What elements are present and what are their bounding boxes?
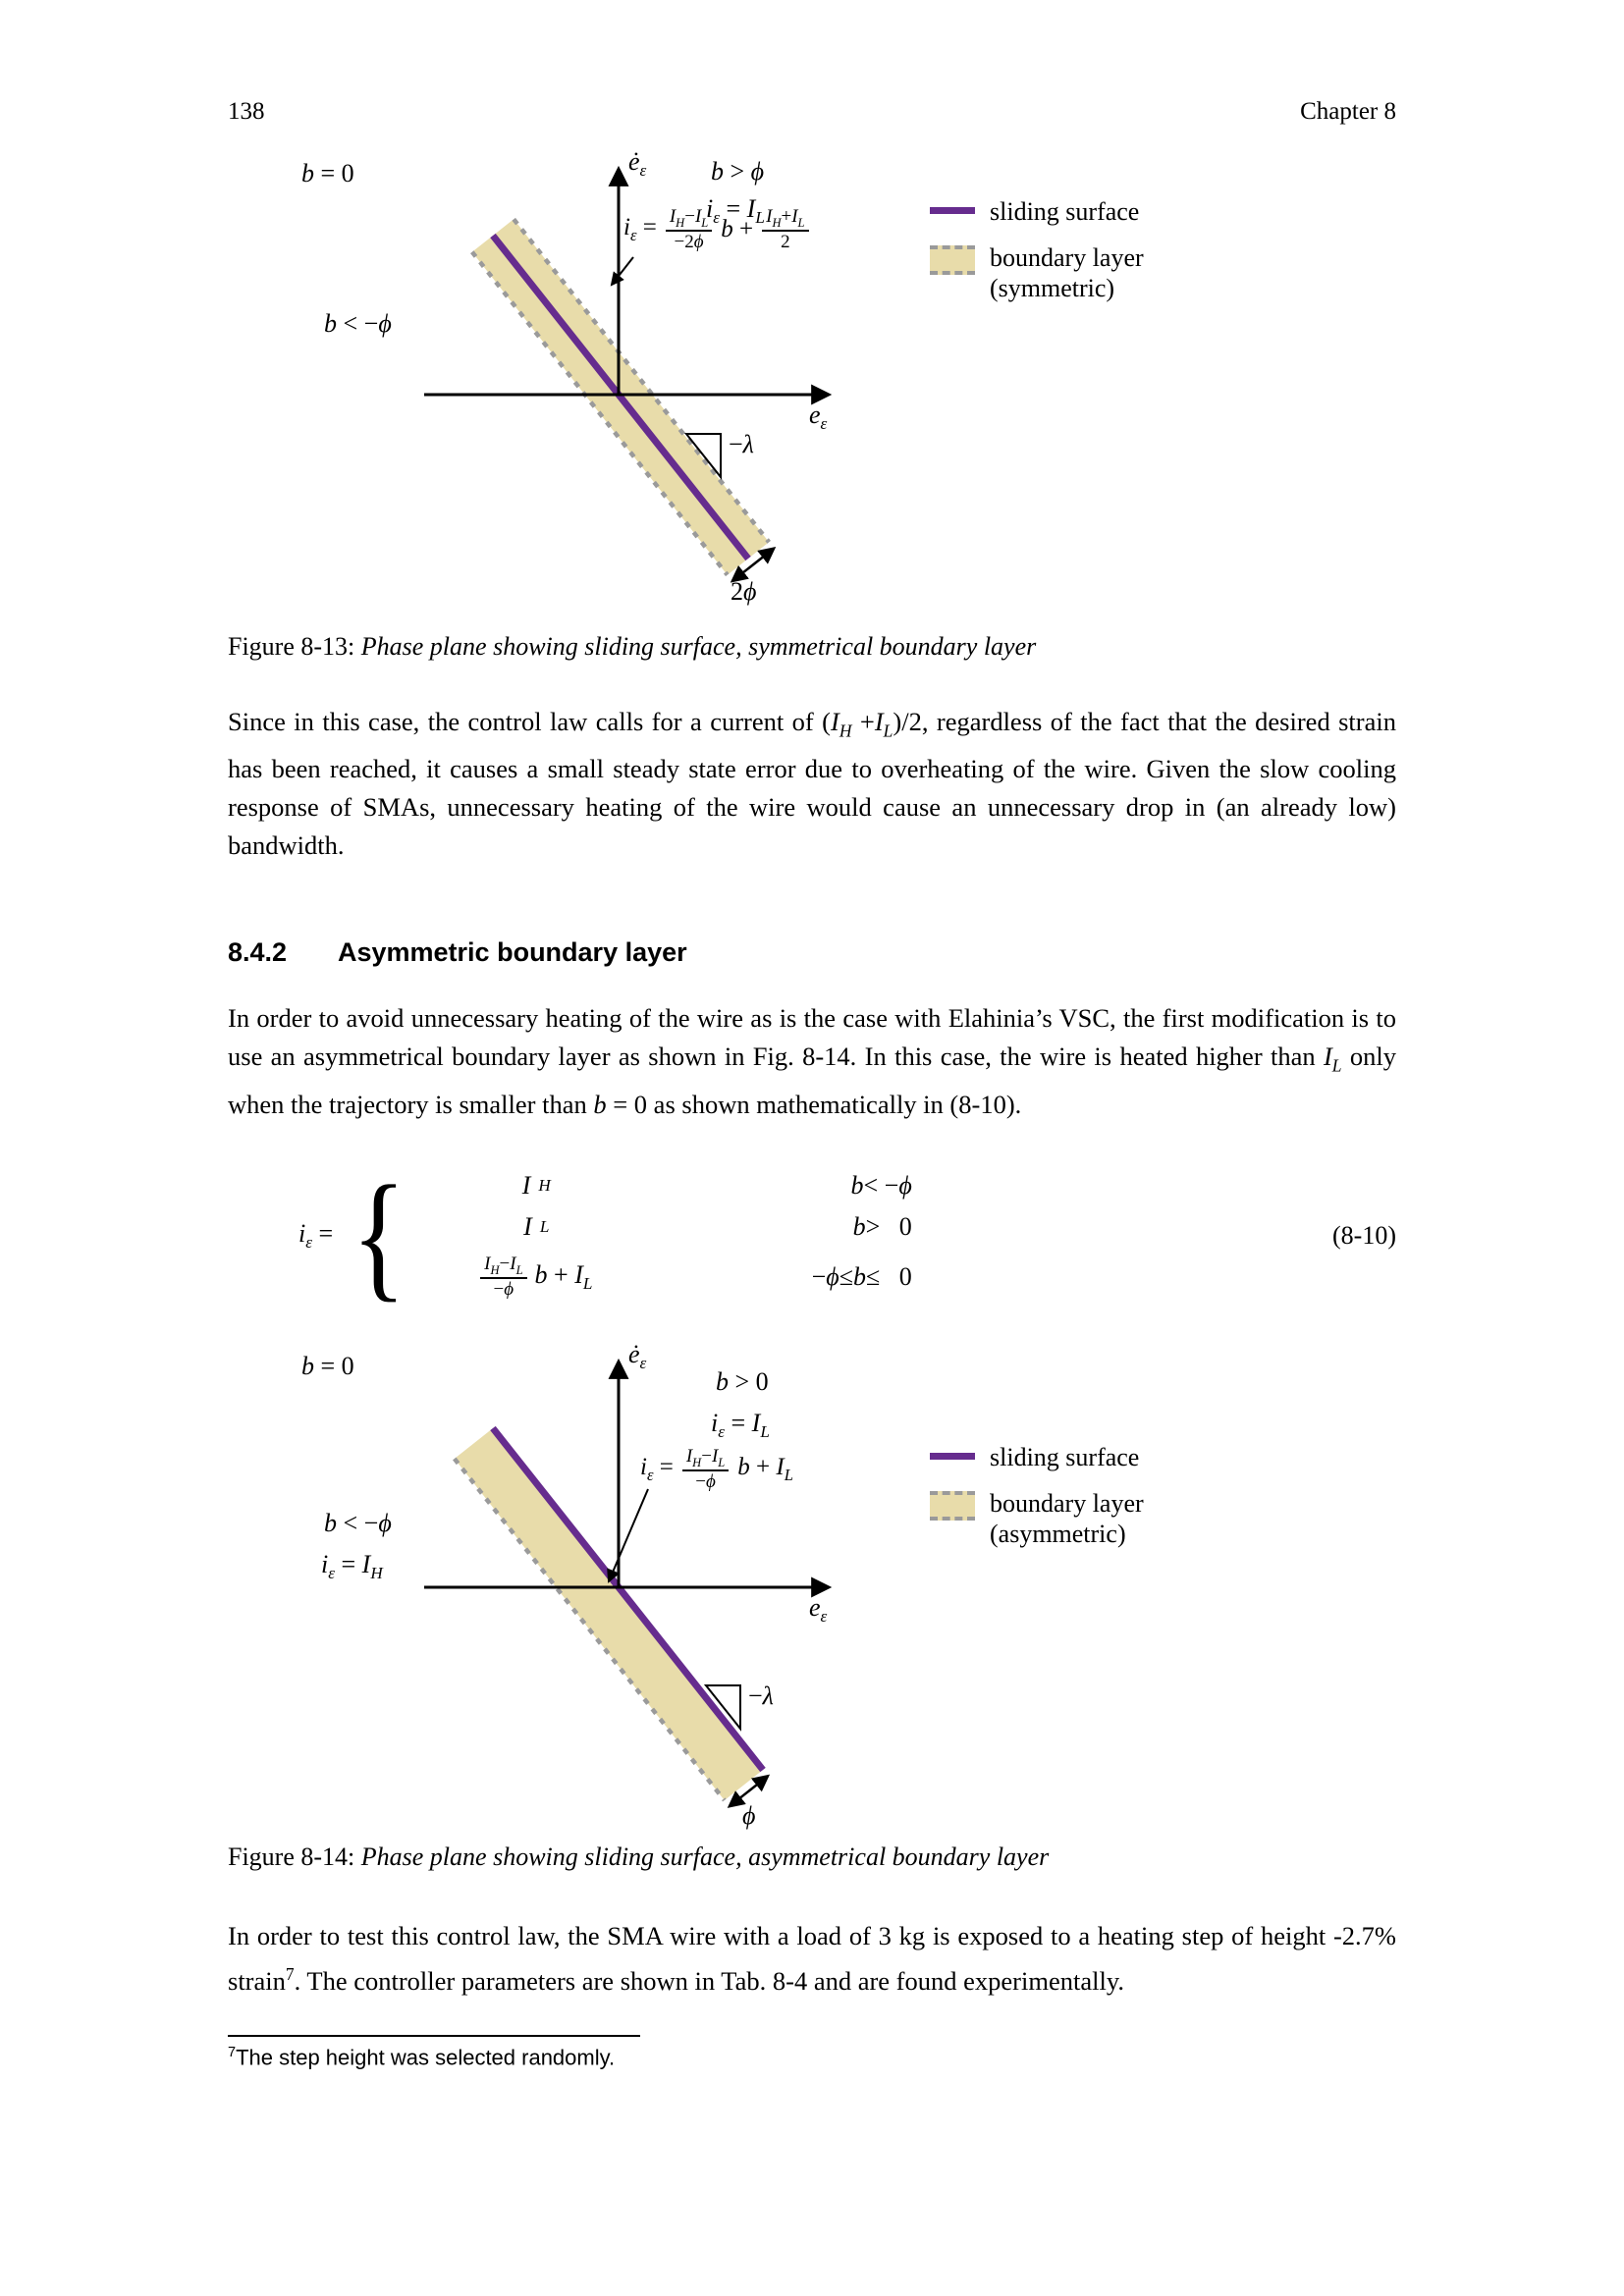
- figure-8-14-legend: [930, 1442, 1144, 1550]
- label-region-b-gt-zero: b > 0: [716, 1366, 769, 1396]
- case-row-1: I H b < − ϕ: [521, 1170, 912, 1200]
- label-b-equals-zero: b = 0: [301, 1351, 354, 1380]
- page-content: [228, 0, 1396, 2071]
- section-number: 8.4.2: [228, 937, 288, 968]
- legend-label-boundary-layer: boundary layer (symmetric): [990, 243, 1144, 303]
- footnote-rule: [228, 2035, 640, 2037]
- equation-pointer-arrow: [612, 257, 633, 285]
- label-region-b-lt-neg-phi: b < −ϕ: [324, 1508, 392, 1537]
- legend-row-boundary-layer: [930, 242, 1144, 303]
- label-band-width: ϕ: [742, 1800, 756, 1830]
- legend-label-sliding-surface: sliding surface: [990, 197, 1140, 226]
- cases-brace: {: [352, 1156, 406, 1314]
- page-number: 138: [228, 98, 265, 125]
- label-current-low: $i_\varepsilon = I_L$: [711, 1408, 770, 1441]
- sliding-surface-line: [493, 236, 748, 559]
- running-head: [228, 0, 1396, 126]
- caption-text: Phase plane showing sliding surface, symmetrical boundary layer: [360, 632, 1037, 661]
- figure-8-14: [228, 1340, 1396, 1831]
- x-axis-label: $e_\varepsilon$: [809, 400, 828, 434]
- legend-label-boundary-layer: boundary layer (asymmetric): [990, 1488, 1144, 1548]
- eq-fraction: $\frac{I_H-I_L}{-\phi}$: [682, 1446, 729, 1493]
- label-band-width: 2ϕ: [731, 577, 757, 606]
- figure-8-13-legend: [930, 196, 1144, 304]
- eq-lhs: $i_\varepsilon$ =: [623, 214, 657, 245]
- label-b-equals-zero: b = 0: [301, 159, 354, 187]
- boundary-edge-lower: [455, 1459, 725, 1800]
- paragraph-2: In order to avoid unnecessary heating of the wire as is the case with Elahinia’s VSC, the first modification is to use an asymmetrical boundary layer as shown in Fig. 8-14. In this case, the wire is heated higher than $I_L$ only when the trajectory is smaller than b = 0 as shown mathematically in (8-10).: [228, 1003, 1396, 1119]
- figure-8-13-caption: [228, 632, 1396, 662]
- equation-pointer-arrow: [609, 1489, 648, 1581]
- caption-label: Figure 8-13:: [228, 632, 361, 661]
- label-region-b-gt-phi: b > ϕ: [711, 157, 765, 186]
- y-axis-label: $ė_\varepsilon$: [628, 1339, 647, 1372]
- equation-cases: [421, 1171, 912, 1301]
- caption-label: Figure 8-14:: [228, 1842, 361, 1871]
- legend-row-boundary-layer: [930, 1488, 1144, 1549]
- label-slope-lambda: −λ: [729, 430, 754, 458]
- y-axis-label: $ė_\varepsilon$: [628, 147, 647, 181]
- figure-8-13: [228, 147, 1396, 616]
- sliding-surface-swatch: [930, 207, 975, 214]
- figure-8-14-caption: [228, 1842, 1396, 1872]
- label-slope-lambda: −λ: [748, 1681, 774, 1710]
- equation-8-10: [228, 1157, 1396, 1314]
- boundary-edge-lower: [472, 252, 728, 575]
- label-region-b-lt-neg-phi: b < −ϕ: [324, 309, 392, 338]
- case-3-fraction: $\frac{I_H-I_L}{-\phi}$: [480, 1254, 526, 1301]
- eq-fraction-1: $\frac{I_H-I_L}{-2\phi}$: [666, 206, 712, 253]
- case-row-3: $\frac{I_H-I_L}{-\phi}$ $b + I_L$ − ϕ ≤ b ≤ 0: [421, 1254, 912, 1301]
- sliding-surface-swatch: [930, 1453, 975, 1460]
- equation-lhs: $i_\varepsilon$ =: [298, 1218, 334, 1252]
- boundary-layer-swatch: [930, 245, 975, 275]
- legend-row-sliding-surface: [930, 1442, 1144, 1472]
- label-current-low: $i_\varepsilon = I_L$: [706, 194, 765, 228]
- paragraph-3: In order to test this control law, the SMA wire with a load of 3 kg is exposed to a heating step of height -2.7% strain$^7$. The controller parameters are shown in Tab. 8-4 and are found experimentally.: [228, 1920, 1396, 1996]
- control-law-equation: [640, 1446, 793, 1493]
- section-title: Asymmetric boundary layer: [338, 937, 687, 968]
- case-row-2: I L b > 0: [523, 1211, 912, 1241]
- footnote-text: $^7$The step height was selected randomly.: [228, 2045, 616, 2070]
- legend-row-sliding-surface: [930, 196, 1144, 227]
- x-axis-label: $e_\varepsilon$: [809, 1592, 828, 1626]
- boundary-layer-swatch: [930, 1491, 975, 1521]
- label-current-high: $i_\varepsilon = I_H$: [321, 1549, 383, 1582]
- footnote: [228, 2035, 1396, 2070]
- eq-tail: $b + I_L$: [737, 1453, 793, 1484]
- section-heading-8-4-2: [228, 937, 1396, 968]
- paragraph-1: Since in this case, the control law calls for a current of $(I_H +I_L)/2$, regardless of the fact that the desired strain has been reached, it causes a small steady state error due to overheating of the wire. Given the slow cooling response of SMAs, unnecessary heating of the wire would cause an unnecessary drop in (an already low) bandwidth.: [228, 707, 1396, 861]
- eq-lhs: $i_\varepsilon$ =: [640, 1453, 674, 1484]
- chapter-header: Chapter 8: [1300, 98, 1396, 125]
- control-law-equation: [623, 206, 809, 253]
- boundary-edge-upper: [514, 219, 769, 542]
- equation-number: (8-10): [1332, 1220, 1396, 1250]
- legend-label-sliding-surface: sliding surface: [990, 1442, 1140, 1471]
- eq-fraction-2: $\frac{I_H+I_L}{2}$: [762, 206, 808, 253]
- caption-text: Phase plane showing sliding surface, asymmetrical boundary layer: [360, 1842, 1050, 1871]
- eq-mid: b +: [721, 216, 754, 243]
